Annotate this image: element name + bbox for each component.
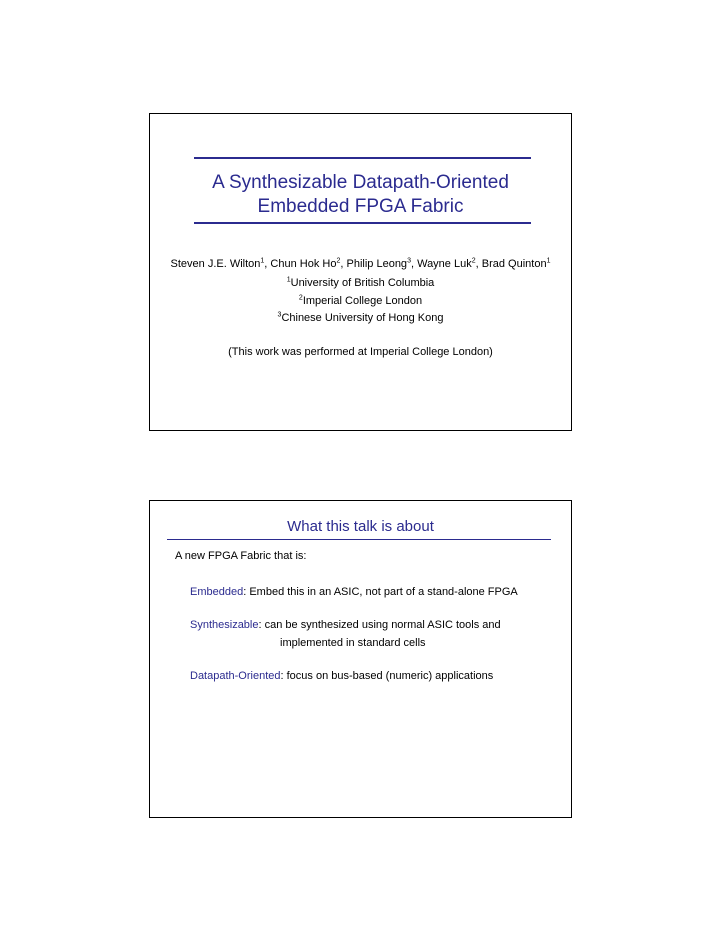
bullet-embedded: Embedded: Embed this in an ASIC, not part of a stand-alone FPGA	[190, 586, 518, 598]
title-underline	[167, 539, 551, 540]
slide-1-title	[150, 171, 571, 219]
bullet-synthesizable: Synthesizable: can be synthesized using normal ASIC tools and	[190, 619, 501, 631]
author-list	[150, 257, 571, 271]
author: Philip Leong$^3$,	[346, 257, 418, 270]
bullet-datapath: Datapath-Oriented: focus on bus-based (numeric) applications	[190, 670, 494, 682]
slide-1	[149, 113, 572, 431]
affiliation-1: $^1$University of British Columbia	[286, 276, 435, 289]
bullet-synthesizable-cont: implemented in standard cells	[280, 637, 426, 649]
title-line-2: Embedded FPGA Fabric	[257, 196, 464, 217]
affiliation-3: $^3$Chinese University of Hong Kong	[277, 311, 444, 324]
author: Wayne Luk$^2$,	[417, 257, 482, 270]
term-datapath-oriented: Datapath-Oriented	[190, 670, 281, 682]
intro-text: A new FPGA Fabric that is:	[175, 550, 307, 562]
title-rule-bottom	[194, 222, 531, 224]
slide-2	[149, 500, 572, 818]
term-synthesizable: Synthesizable	[190, 619, 259, 631]
author: Steven J.E. Wilton$^1$,	[170, 257, 271, 270]
term-embedded: Embedded	[190, 586, 244, 598]
author: Chun Hok Ho$^2$,	[270, 257, 347, 270]
work-note: (This work was performed at Imperial College London)	[228, 346, 493, 358]
affiliation-2: $^2$Imperial College London	[298, 294, 423, 307]
slide-2-title: What this talk is about	[287, 518, 434, 535]
title-rule-top	[194, 157, 531, 159]
author: Brad Quinton$^1$	[481, 257, 551, 270]
title-line-1: A Synthesizable Datapath-Oriented	[212, 172, 509, 193]
